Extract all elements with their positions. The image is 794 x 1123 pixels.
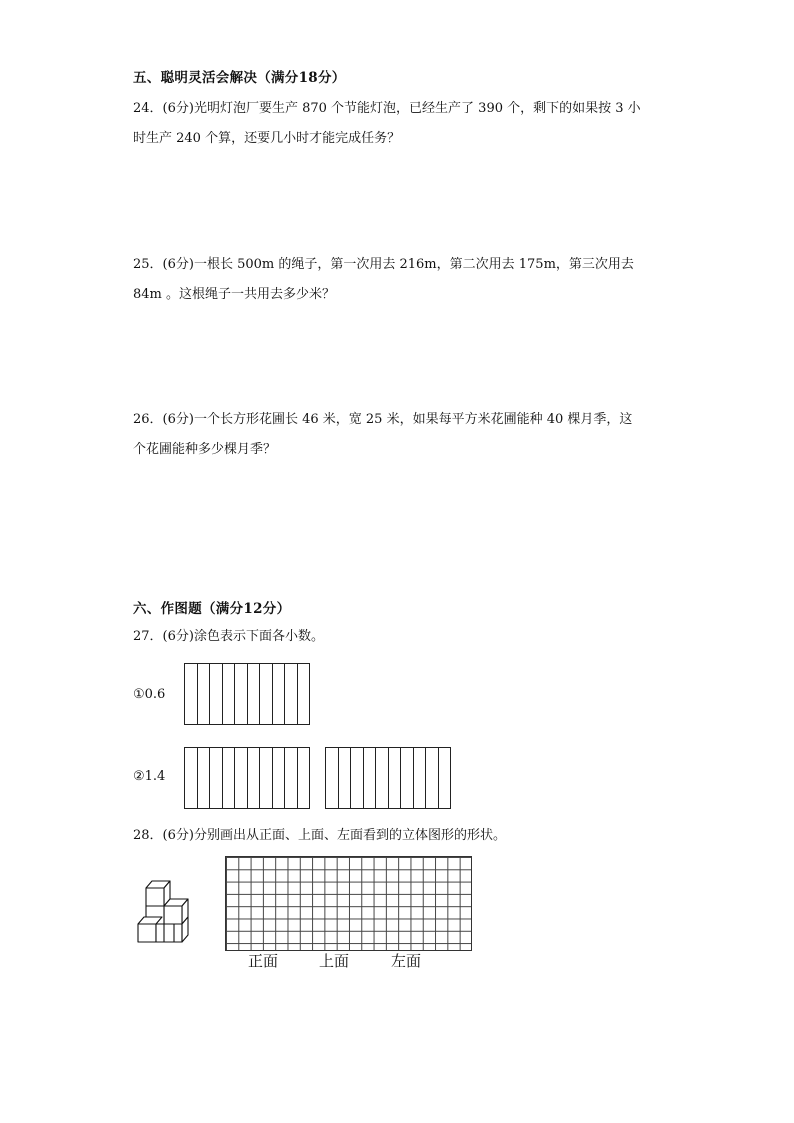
strip-cell[interactable] bbox=[198, 664, 211, 724]
strip-cell[interactable] bbox=[273, 664, 286, 724]
strip-cell[interactable] bbox=[364, 748, 377, 808]
question-25-line2: 84m 。这根绳子一共用去多少米？ bbox=[133, 287, 336, 302]
strip-cell[interactable] bbox=[414, 748, 427, 808]
question-26-line1: 26．(6分)一个长方形花圃长 46 米，宽 25 米，如果每平方米花圃能种 40 棵月季，这 bbox=[133, 412, 633, 427]
strip-cell[interactable] bbox=[326, 748, 339, 808]
decimal-strip-1[interactable] bbox=[184, 663, 310, 725]
strip-cell[interactable] bbox=[248, 748, 261, 808]
section-title-5: 五、聪明灵活会解决（满分18分） bbox=[133, 70, 346, 86]
strip-cell[interactable] bbox=[185, 664, 198, 724]
view-label-top: 上面 bbox=[319, 952, 350, 970]
question-28: 28．(6分)分别画出从正面、上面、左面看到的立体图形的形状。 bbox=[133, 828, 506, 843]
strip-cell[interactable] bbox=[389, 748, 402, 808]
strip-cell[interactable] bbox=[223, 748, 236, 808]
strip-cell[interactable] bbox=[235, 748, 248, 808]
strip-cell[interactable] bbox=[198, 748, 211, 808]
strip-cell[interactable] bbox=[298, 748, 310, 808]
question-25-line1: 25．(6分)一根长 500m 的绳子，第一次用去 216m，第二次用去 175m，第三次用去 bbox=[133, 257, 634, 272]
strip-cell[interactable] bbox=[210, 664, 223, 724]
strip-cell[interactable] bbox=[223, 664, 236, 724]
drawing-grid[interactable] bbox=[225, 856, 472, 951]
strip-cell[interactable] bbox=[285, 748, 298, 808]
strip-cell[interactable] bbox=[248, 664, 261, 724]
question-25 bbox=[133, 250, 634, 310]
strip-cell[interactable] bbox=[298, 664, 310, 724]
question-26 bbox=[133, 405, 632, 465]
view-label-front: 正面 bbox=[248, 952, 279, 970]
question-26-line2: 个花圃能种多少棵月季？ bbox=[133, 442, 277, 457]
question-24 bbox=[133, 94, 641, 154]
question-24-line1: 24．(6分)光明灯泡厂要生产 870 个节能灯泡，已经生产了 390 个，剩下的如果按 3 小 bbox=[133, 101, 641, 116]
section-title-6: 六、作图题（满分12分） bbox=[133, 601, 291, 617]
strip-cell[interactable] bbox=[210, 748, 223, 808]
strip-cell[interactable] bbox=[235, 664, 248, 724]
question-27: 27．(6分)涂色表示下面各小数。 bbox=[133, 629, 324, 644]
strip-cell[interactable] bbox=[401, 748, 414, 808]
strip-cell[interactable] bbox=[339, 748, 352, 808]
strip-cell[interactable] bbox=[426, 748, 439, 808]
decimal-label-2: ②1.4 bbox=[133, 769, 166, 784]
strip-cell[interactable] bbox=[273, 748, 286, 808]
strip-cell[interactable] bbox=[376, 748, 389, 808]
cube-stack-figure bbox=[136, 878, 196, 946]
question-24-line2: 时生产 240 个算，还要几小时才能完成任务？ bbox=[133, 131, 401, 146]
strip-cell[interactable] bbox=[439, 748, 451, 808]
decimal-strip-2a[interactable] bbox=[184, 747, 310, 809]
strip-cell[interactable] bbox=[351, 748, 364, 808]
decimal-strip-2b[interactable] bbox=[325, 747, 451, 809]
strip-cell[interactable] bbox=[285, 664, 298, 724]
strip-cell[interactable] bbox=[260, 748, 273, 808]
strip-cell[interactable] bbox=[185, 748, 198, 808]
view-label-left: 左面 bbox=[391, 952, 422, 970]
decimal-label-1: ①0.6 bbox=[133, 687, 166, 702]
strip-cell[interactable] bbox=[260, 664, 273, 724]
